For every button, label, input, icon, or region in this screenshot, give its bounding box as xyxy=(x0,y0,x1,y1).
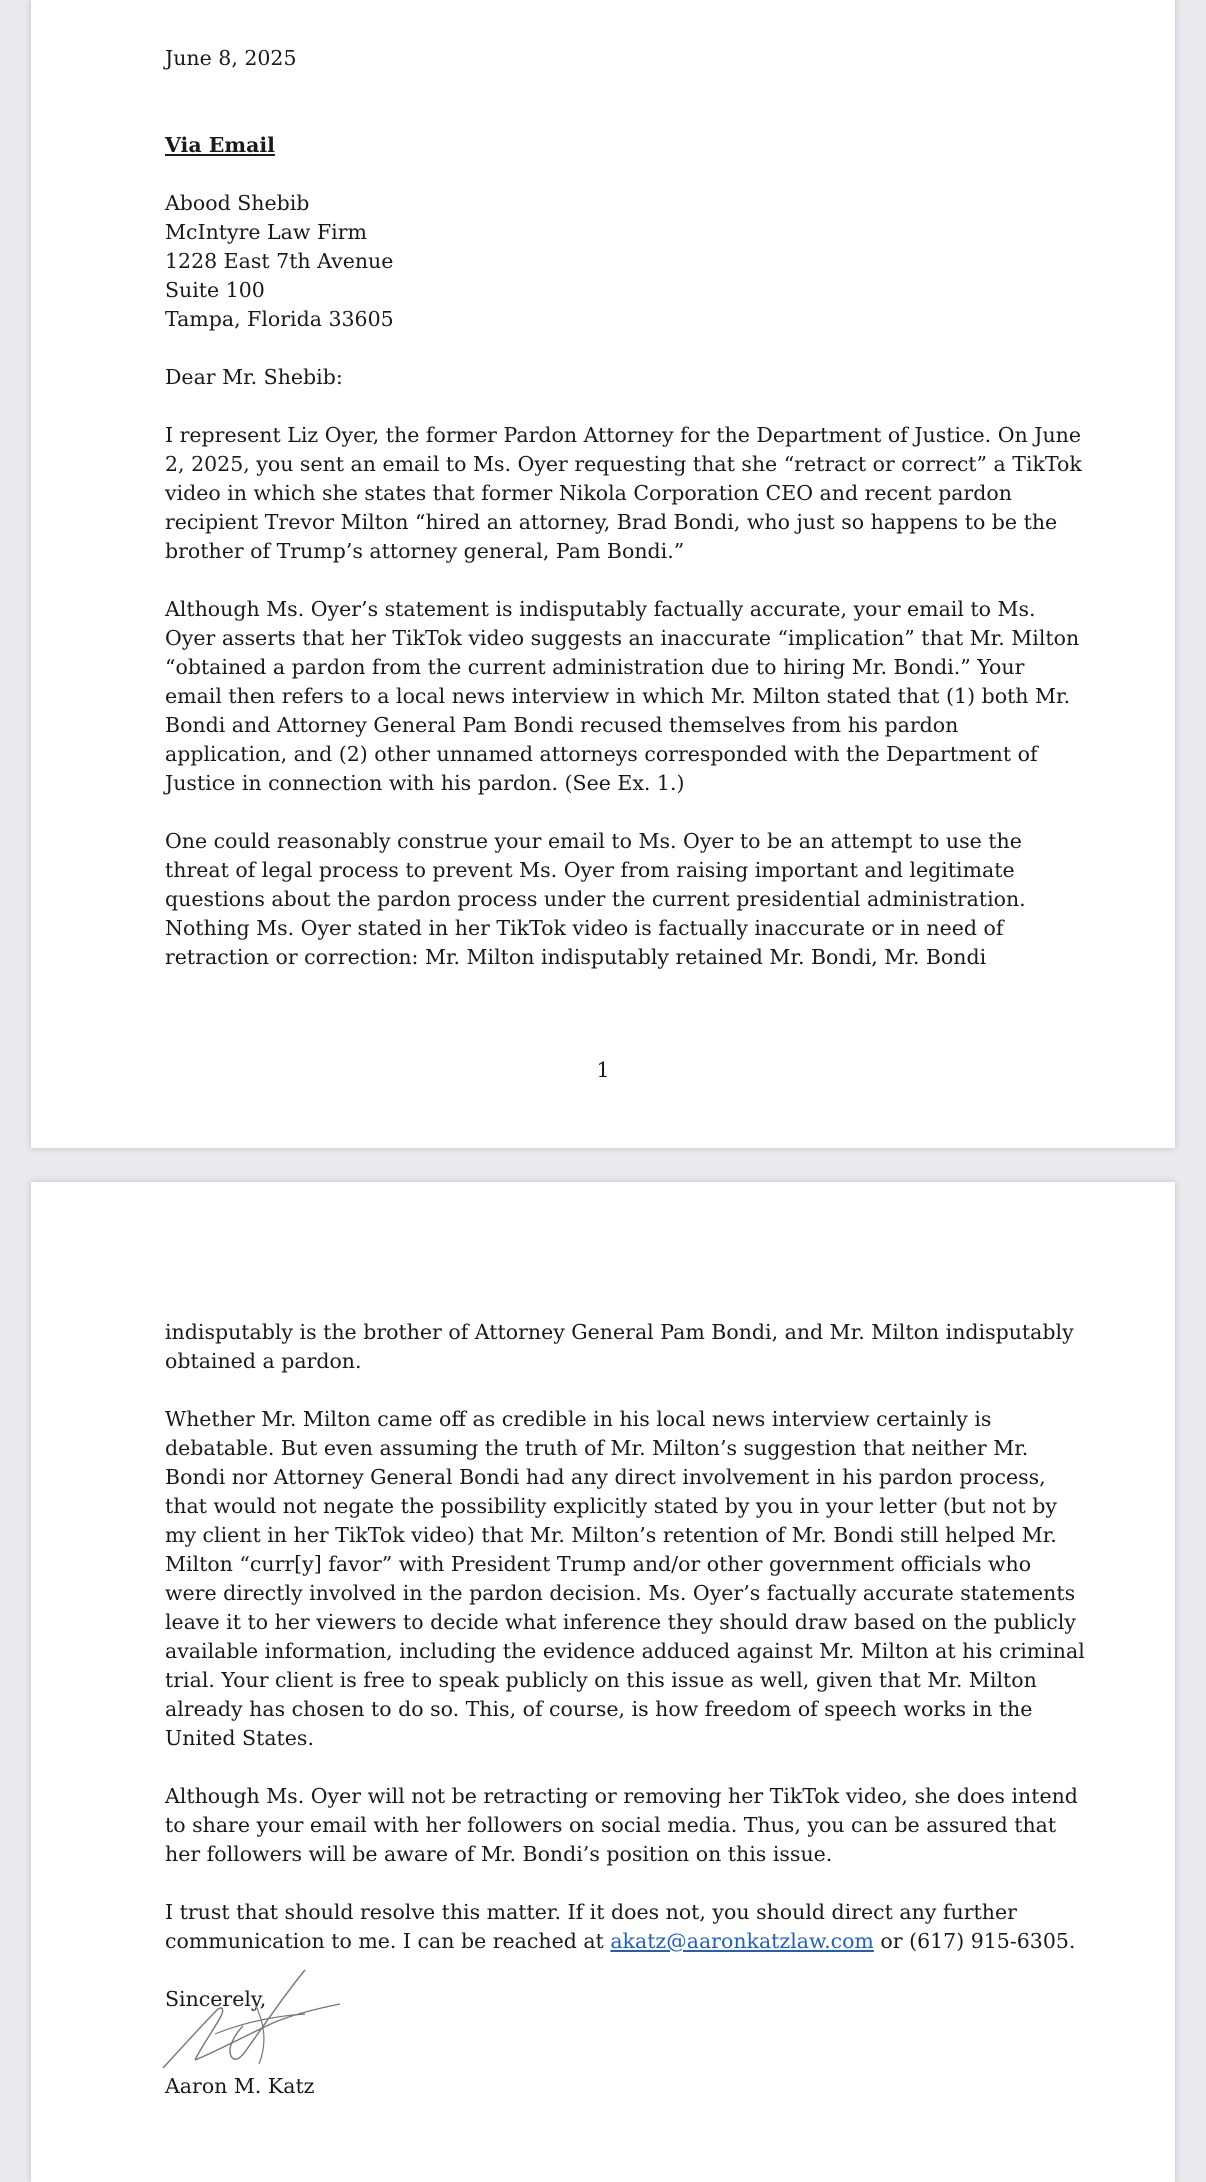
signer-name: Aaron M. Katz xyxy=(165,2074,315,2098)
recipient-suite: Suite 100 xyxy=(165,278,265,302)
signoff: Sincerely, xyxy=(165,1987,267,2011)
body-paragraph: indisputably is the brother of Attorney General Pam Bondi, and Mr. Milton indisputably obtained a pardon. xyxy=(165,1320,1074,1373)
closing-text: I trust that should resolve this matter. If it does not, you should direct any further communication to me. I can be reached at xyxy=(165,1900,1017,1953)
letter-page-2 xyxy=(31,1182,1175,2182)
body-paragraph: Although Ms. Oyer will not be retracting or removing her TikTok video, she does intend to share your email with her followers on social media. Thus, you can be assured that her followers will be aware of Mr. Bondi’s position on this issue. xyxy=(165,1784,1078,1866)
signature-area xyxy=(165,2014,1085,2072)
recipient-street: 1228 East 7th Avenue xyxy=(165,249,394,273)
recipient-name: Abood Shebib xyxy=(165,191,310,215)
salutation: Dear Mr. Shebib: xyxy=(165,365,343,389)
letter-date: June 8, 2025 xyxy=(165,46,297,70)
recipient-firm: McIntyre Law Firm xyxy=(165,220,367,244)
body-paragraph: Whether Mr. Milton came off as credible in his local news interview certainly is debatable. But even assuming the truth of Mr. Milton’s suggestion that neither Mr. Bondi nor Attorney General Bondi had any direct involvement in his pardon process, that would not negate the possibility explicitly stated by you in your letter (but not by my client in her TikTok video) that Mr. Milton’s retention of Mr. Bondi still helped Mr. Milton “curr[y] favor” with President Trump and/or other government officials who were directly involved in the pardon decision. Ms. Oyer’s factually accurate statements leave it to her viewers to decide what inference they should draw based on the publicly available information, including the evidence adduced against Mr. Milton at his criminal trial. Your client is free to speak publicly on this issue as well, given that Mr. Milton already has chosen to do so. This, of course, is how freedom of speech works in the United States. xyxy=(165,1407,1085,1750)
recipient-city: Tampa, Florida 33605 xyxy=(165,307,394,331)
body-paragraph: One could reasonably construe your email to Ms. Oyer to be an attempt to use the threat of legal process to prevent Ms. Oyer from raising important and legitimate questions about the pardon process under the current presidential administration. Nothing Ms. Oyer stated in her TikTok video is factually inaccurate or in need of retraction or correction: Mr. Milton indisputably retained Mr. Bondi, Mr. Bondi xyxy=(165,829,1026,969)
body-paragraph: Although Ms. Oyer’s statement is indisputably factually accurate, your email to Ms. Oyer asserts that her TikTok video suggests an inaccurate “implication” that Mr. Milton “obtained a pardon from the current administration due to hiring Mr. Bondi.” Your email then refers to a local news interview in which Mr. Milton stated that (1) both Mr. Bondi and Attorney General Pam Bondi recused themselves from his pardon application, and (2) other unnamed attorneys corresponded with the Department of Justice in connection with his pardon. (See Ex. 1.) xyxy=(165,597,1080,795)
delivery-method: Via Email xyxy=(165,133,275,157)
email-link[interactable]: akatz@aaronkatzlaw.com xyxy=(610,1929,874,1953)
signature-scribble xyxy=(155,1964,355,2074)
page-number: 1 xyxy=(596,1058,610,1082)
page-1-body xyxy=(165,44,1085,972)
closing-text-phone: or (617) 915-6305. xyxy=(873,1929,1076,1953)
page-2-body xyxy=(165,1318,1085,2101)
closing-paragraph xyxy=(165,1898,1085,1956)
letter-page-1 xyxy=(31,0,1175,1148)
body-paragraph: I represent Liz Oyer, the former Pardon Attorney for the Department of Justice. On June 2, 2025, you sent an email to Ms. Oyer requesting that she “retract or correct” a TikTok video in which she states that former Nikola Corporation CEO and recent pardon recipient Trevor Milton “hired an attorney, Brad Bondi, who just so happens to be the brother of Trump’s attorney general, Pam Bondi.” xyxy=(165,423,1082,563)
